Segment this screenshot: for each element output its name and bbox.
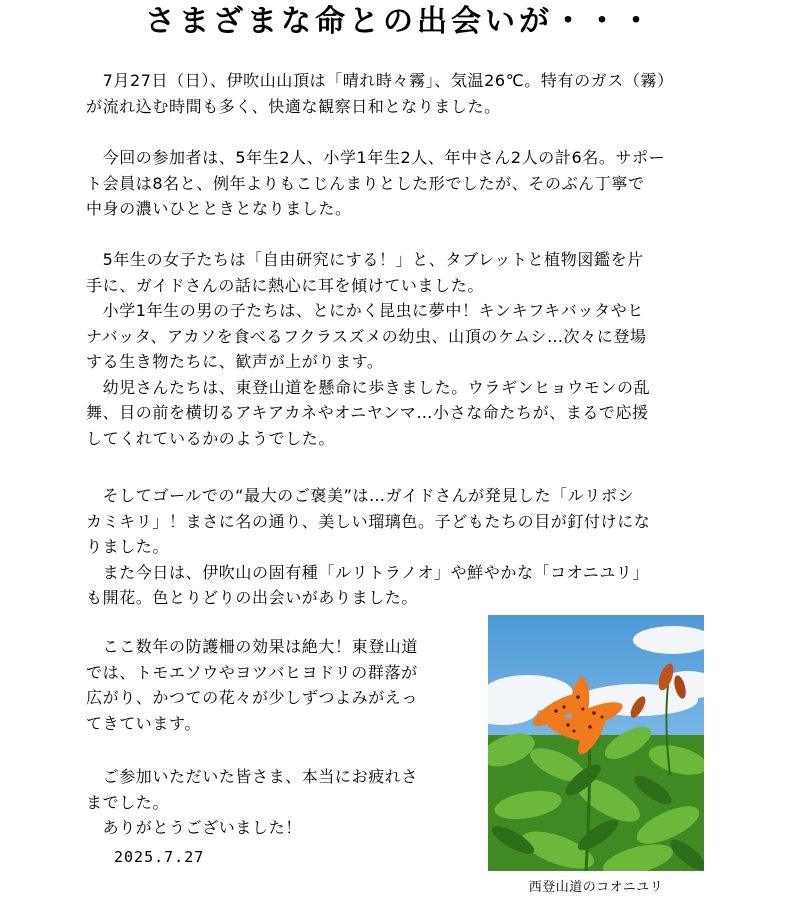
page-title: さまざまな命との出会いが・・・ <box>145 4 655 39</box>
photo-caption: 西登山道のコオニユリ <box>528 880 664 895</box>
paragraph-thanks: ご参加いただいた皆さま、本当にお疲れさ までした。 ありがとうございました！ <box>86 767 419 837</box>
paragraph-fence: ここ数年の防護柵の効果は絶大！東登山道 では、トモエソウやヨツバヒヨドリの群落が 広がり、かつての花々が少しずつよみがえっ てきています。 <box>86 637 419 733</box>
paragraph-weather: 7月27日（日）、伊吹山山頂は「晴れ時々霧」、気温26℃。特有のガス（霧） が流れ込む時間も多く、快適な観察日和となりました。 <box>86 71 674 116</box>
paragraph-participants: 今回の参加者は、5年生2人、小学1年生2人、年中さん2人の計6名。サポー ト会員は8名と、例年よりもこじんまりとした形でしたが、そのぶん丁寧で 中身の濃いひとときとなりました。 <box>86 148 666 218</box>
paragraph-reward: そしてゴールでの“最大のご褒美”は…ガイドさんが発見した「ルリボシ カミキリ」！まさに名の通り、美しい瑠璃色。子どもたちの目が釘付けにな りました。 また今日は、伊吹山の固有種「ルリトラノオ」や鮮やかな「コオニユリ」 も開花。色とりどりの出会いがありました。 <box>86 486 651 607</box>
paragraph-activities: 5年生の女子たちは「自由研究にする！」と、タブレットと植物図鑑を片 手に、ガイドさんの話に熱心に耳を傾けていました。 小学1年生の男の子たちは、とにかく昆虫に夢中！キンキフキバッタやヒ ナバッタ、アカソを食べるフクラスズメの幼虫、山頂のケムシ…次々に登場 する生き物たちに、歓声が上がります。 幼児さんたちは、東登山道を懸命に歩きました。ウラギンヒョウモンの乱 舞、目の前を横切るアキアカネやオニヤンマ…小さな命たちが、まるで応援 してくれているかのようでした。 <box>86 250 651 448</box>
date: 2025.7.27 <box>114 848 205 866</box>
lily-photo <box>488 615 704 871</box>
